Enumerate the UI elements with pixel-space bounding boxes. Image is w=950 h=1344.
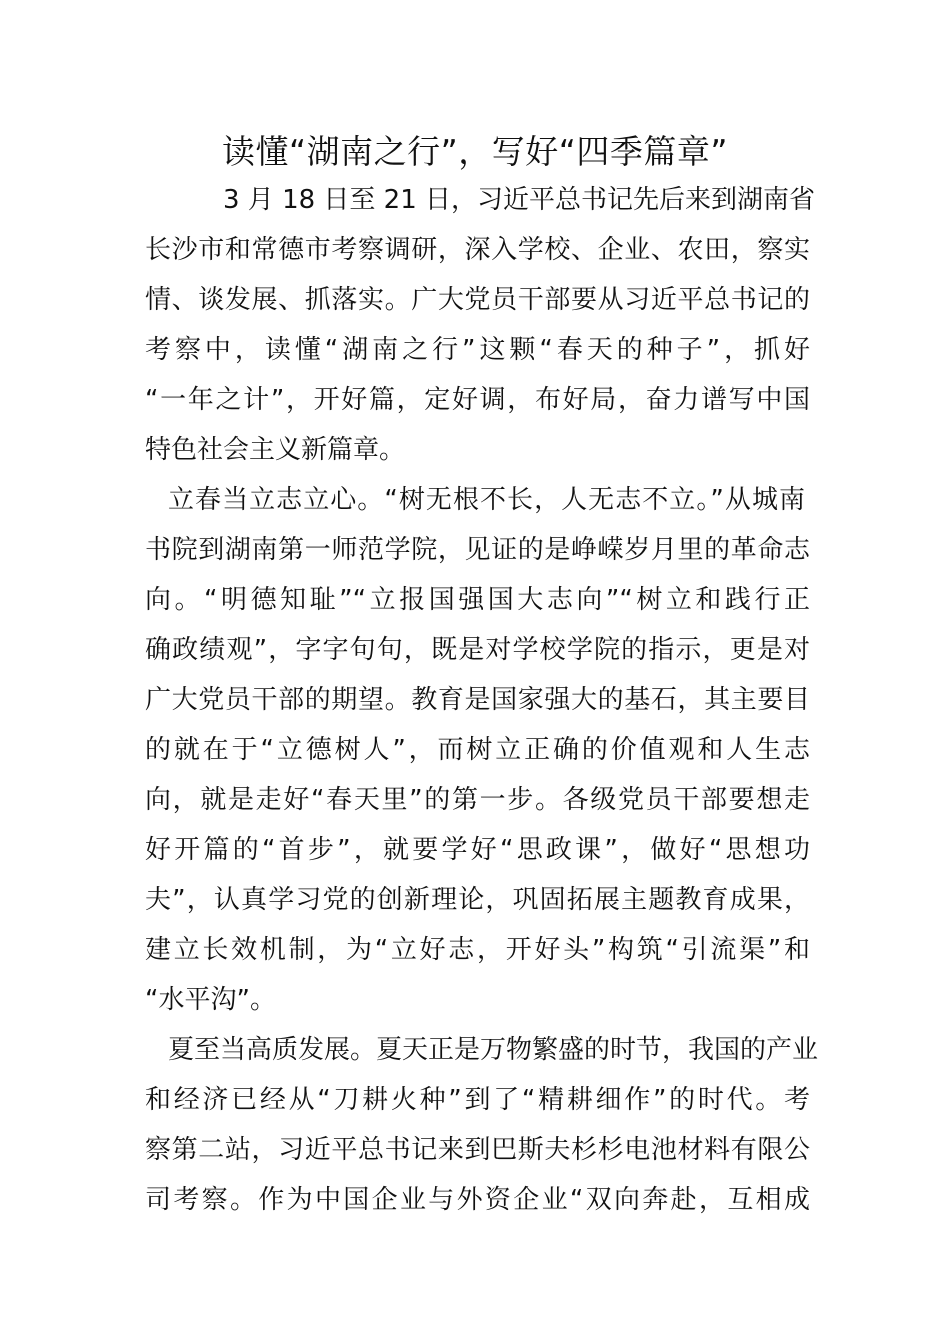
document-title: 读懂“湖南之行”，写好“四季篇章” bbox=[222, 132, 728, 171]
paragraph-2-line-5: 广大党员干部的期望。教育是国家强大的基石，其主要目 bbox=[145, 685, 810, 715]
paragraph-2-line-7: 向，就是走好“春天里”的第一步。各级党员干部要想走 bbox=[145, 785, 810, 815]
paragraph-2-line-9: 夫”，认真学习党的创新理论，巩固拓展主题教育成果， bbox=[145, 885, 810, 915]
paragraph-2-line-2: 书院到湖南第一师范学院，见证的是峥嵘岁月里的革命志 bbox=[145, 535, 810, 565]
paragraph-1-line-4: 考察中，读懂“湖南之行”这颗“春天的种子”，抓好 bbox=[145, 335, 810, 365]
paragraph-2-line-6: 的就在于“立德树人”，而树立正确的价值观和人生志 bbox=[145, 735, 810, 765]
paragraph-1-line-6: 特色社会主义新篇章。 bbox=[145, 435, 406, 465]
paragraph-3-line-3: 察第二站，习近平总书记来到巴斯夫杉杉电池材料有限公 bbox=[145, 1135, 810, 1165]
paragraph-3-line-2: 和经济已经从“刀耕火种”到了“精耕细作”的时代。考 bbox=[145, 1085, 810, 1115]
paragraph-2-line-4: 确政绩观”，字字句句，既是对学校学院的指示，更是对 bbox=[145, 635, 810, 665]
paragraph-3-line-4: 司考察。作为中国企业与外资企业“双向奔赴，互相成 bbox=[145, 1185, 810, 1215]
paragraph-2-line-8: 好开篇的“首步”，就要学好“思政课”，做好“思想功 bbox=[145, 835, 810, 865]
paragraph-2-line-10: 建立长效机制，为“立好志，开好头”构筑“引流渠”和 bbox=[145, 935, 810, 965]
paragraph-1-line-1: 3 月 18 日至 21 日，习近平总书记先后来到湖南省 bbox=[223, 185, 816, 215]
paragraph-2-line-11: “水平沟”。 bbox=[145, 985, 276, 1015]
paragraph-1-line-3: 情、谈发展、抓落实。广大党员干部要从习近平总书记的 bbox=[145, 285, 810, 315]
paragraph-1-line-5: “一年之计”，开好篇，定好调，布好局，奋力谱写中国 bbox=[145, 385, 810, 415]
paragraph-3-line-1: 夏至当高质发展。夏天正是万物繁盛的时节，我国的产业 bbox=[168, 1035, 819, 1065]
paragraph-2-line-1: 立春当立志立心。“树无根不长，人无志不立。”从城南 bbox=[168, 485, 805, 515]
paragraph-2-line-3: 向。“明德知耻”“立报国强国大志向”“树立和践行正 bbox=[145, 585, 810, 615]
paragraph-1-line-2: 长沙市和常德市考察调研，深入学校、企业、农田，察实 bbox=[145, 235, 810, 265]
